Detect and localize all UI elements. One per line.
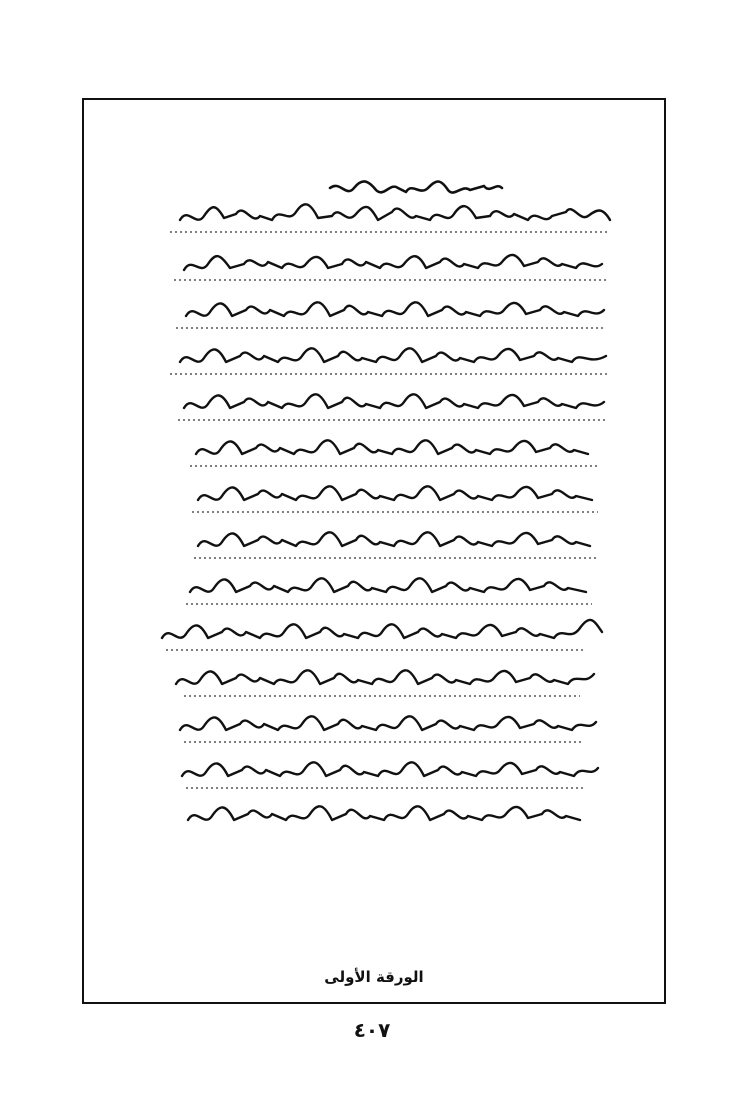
- manuscript-image: [140, 176, 620, 836]
- page-frame: [82, 98, 666, 1004]
- manuscript-line-15: [188, 806, 580, 820]
- manuscript-line-1: [330, 181, 502, 192]
- manuscript-line-9: [198, 532, 590, 546]
- folio-caption: الورقة الأولى: [324, 968, 424, 986]
- manuscript-line-8: [198, 486, 592, 500]
- manuscript-line-3: [184, 255, 602, 270]
- manuscript-line-10: [190, 578, 586, 592]
- manuscript-line-7: [196, 440, 588, 454]
- manuscript-line-14: [182, 762, 598, 776]
- handwriting-lines: [140, 176, 620, 836]
- manuscript-line-13: [180, 716, 596, 730]
- manuscript-line-11: [162, 620, 602, 638]
- page-number: ٤٠٧: [353, 1018, 391, 1042]
- manuscript-line-2: [180, 204, 610, 220]
- manuscript-line-5: [180, 348, 606, 362]
- manuscript-line-4: [186, 302, 604, 316]
- manuscript-line-6: [184, 394, 604, 408]
- manuscript-line-12: [176, 670, 594, 684]
